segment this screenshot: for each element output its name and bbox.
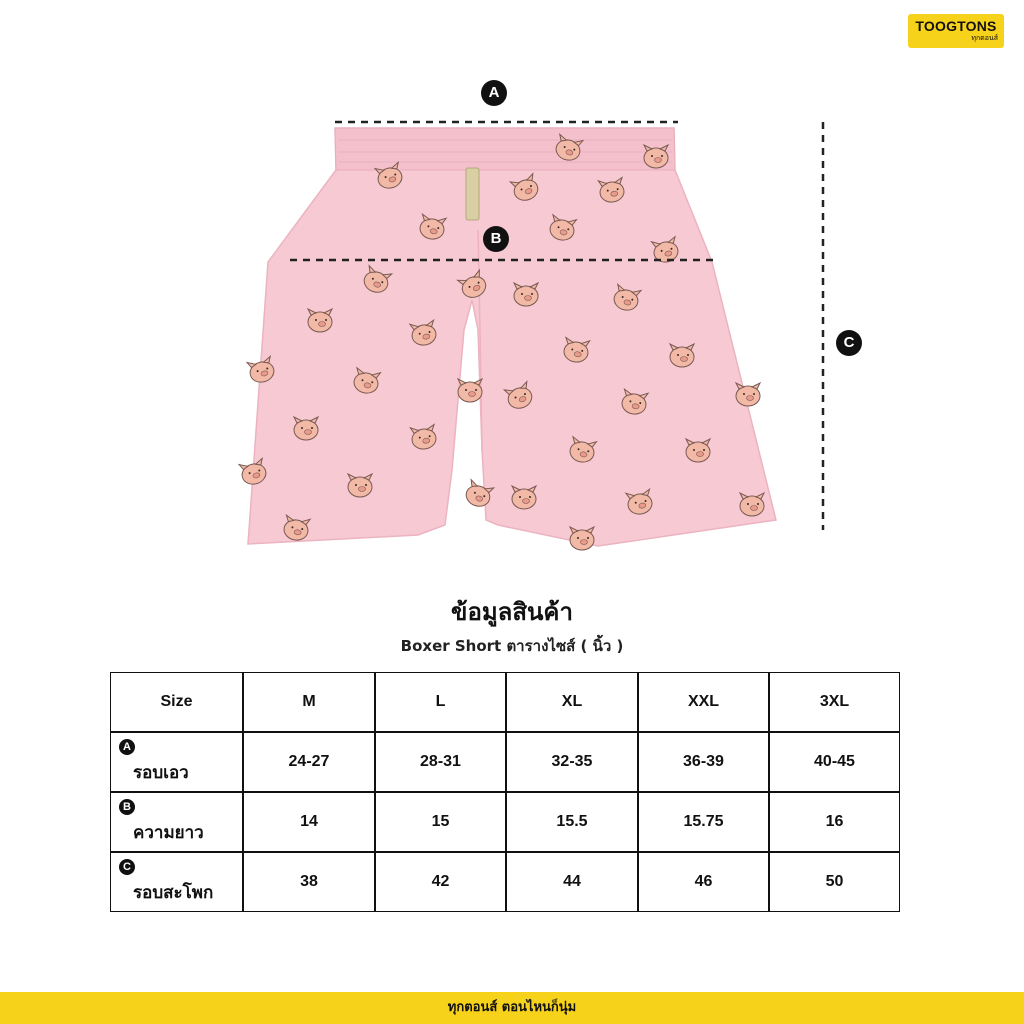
table-cell: 50 (769, 852, 900, 912)
row-head-waist (110, 732, 243, 792)
size-table (110, 672, 900, 912)
row-tag-a: A (119, 739, 135, 755)
marker-b: B (483, 226, 509, 252)
table-cell: 15 (375, 792, 506, 852)
table-cell: 46 (638, 852, 769, 912)
row-tag-b: B (119, 799, 135, 815)
row-label-length: ความยาว (133, 823, 204, 843)
table-cell: 16 (769, 792, 900, 852)
table-cell: 32-35 (506, 732, 638, 792)
row-head-length (110, 792, 243, 852)
row-label-waist: รอบเอว (133, 763, 189, 783)
table-cell: 15.5 (506, 792, 638, 852)
size-chart-subtitle: Boxer Short ตารางไซส์ ( นิ้ว ) (400, 637, 624, 655)
size-header-xl: XL (506, 672, 638, 732)
row-tag-c: C (119, 859, 135, 875)
size-header-xxl: XXL (638, 672, 769, 732)
table-cell: 42 (375, 852, 506, 912)
brand-name: TOOGTONS (915, 18, 997, 34)
table-cell: 15.75 (638, 792, 769, 852)
table-cell: 36-39 (638, 732, 769, 792)
table-cell: 14 (243, 792, 375, 852)
size-header-3xl: 3XL (769, 672, 900, 732)
row-label-hip: รอบสะโพก (133, 883, 214, 903)
footer-slogan: ทุกตอนส์ ตอนไหนก็นุ่ม (0, 992, 1024, 1024)
brand-sub: ทุกตอนส์ (971, 34, 998, 42)
table-cell: 28-31 (375, 732, 506, 792)
size-header-m: M (243, 672, 375, 732)
table-cell: 44 (506, 852, 638, 912)
marker-c: C (836, 330, 862, 356)
size-header-l: L (375, 672, 506, 732)
product-info-title: ข้อมูลสินค้า (451, 598, 573, 626)
table-cell: 24-27 (243, 732, 375, 792)
table-cell: 38 (243, 852, 375, 912)
size-header-label: Size (110, 672, 243, 732)
row-head-hip (110, 852, 243, 912)
marker-a: A (481, 80, 507, 106)
table-cell: 40-45 (769, 732, 900, 792)
